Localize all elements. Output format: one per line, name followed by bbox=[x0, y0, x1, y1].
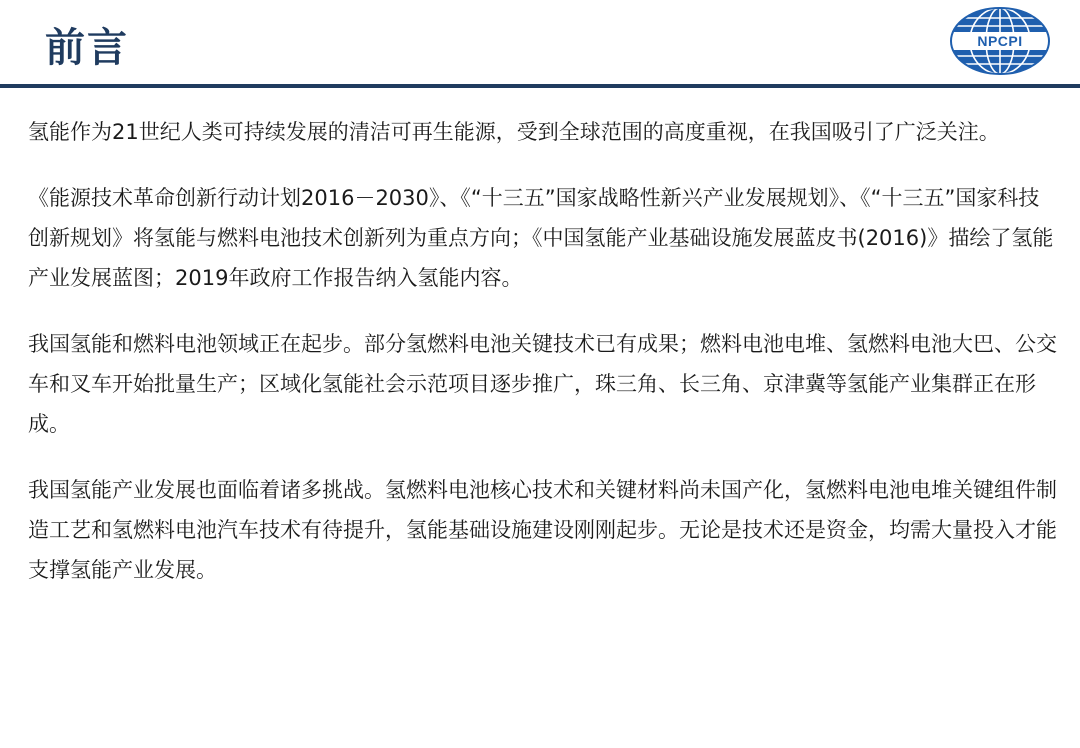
slide-header bbox=[0, 0, 1080, 84]
paragraph-2: 《能源技术革命创新行动计划2016－2030》、《“十三五”国家战略性新兴产业发展规划》、《“十三五”国家科技创新规划》将氢能与燃料电池技术创新列为重点方向；《中国氢能产业基础设施发展蓝皮书(2016)》描绘了氢能产业发展蓝图；2019年政府工作报告纳入氢能内容。 bbox=[28, 186, 1054, 290]
paragraph-3: 我国氢能和燃料电池领域正在起步。部分氢燃料电池关键技术已有成果；燃料电池电堆、氢燃料电池大巴、公交车和叉车开始批量生产；区域化氢能社会示范项目逐步推广，珠三角、长三角、京津冀等氢能产业集群正在形成。 bbox=[28, 332, 1057, 436]
npcpi-logo-icon bbox=[949, 6, 1051, 76]
logo-text: NPCPI bbox=[977, 33, 1023, 49]
paragraph-1: 氢能作为21世纪人类可持续发展的清洁可再生能源，受到全球范围的高度重视，在我国吸引了广泛关注。 bbox=[28, 120, 1000, 144]
header-divider bbox=[0, 84, 1080, 88]
content-body bbox=[28, 112, 1058, 616]
paragraph-4: 我国氢能产业发展也面临着诸多挑战。氢燃料电池核心技术和关键材料尚未国产化，氢燃料电池电堆关键组件制造工艺和氢燃料电池汽车技术有待提升，氢能基础设施建设刚刚起步。无论是技术还是资金，均需大量投入才能支撑氢能产业发展。 bbox=[28, 478, 1057, 582]
page-title: 前言 bbox=[45, 25, 129, 71]
